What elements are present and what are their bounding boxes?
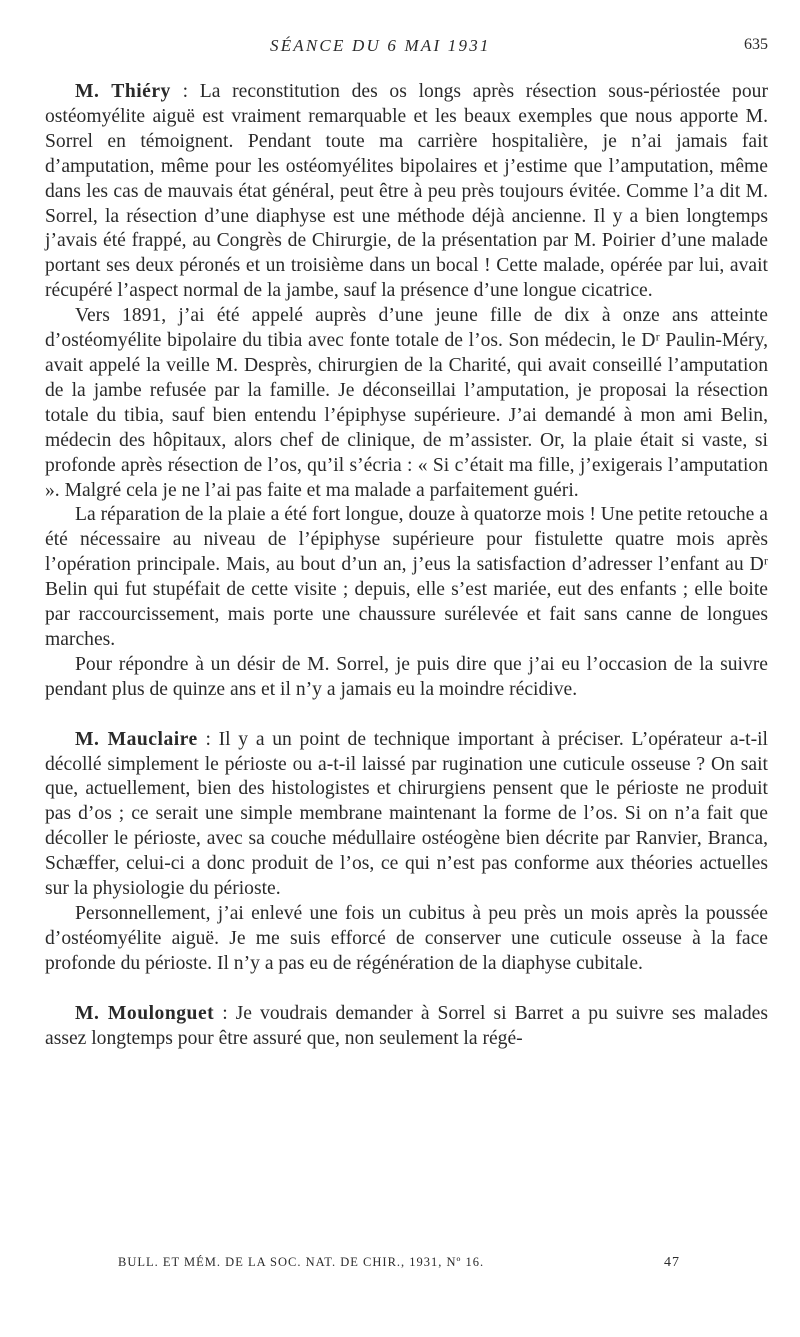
section-gap [45,977,768,1002]
intervention-mauclaire-paragraph-2: Personnellement, j’ai enlevé une fois un cubitus à peu près un mois après la poussée d’ostéomyélite aiguë. Je me suis efforcé de conserver une cuticule osseuse à la face profonde du périoste. Il n’y a pas eu de régénération de la diaphyse cubitale. [45,903,768,974]
intervention-moulonguet-paragraph-1 [45,1002,768,1052]
bulletin-reference: BULL. ET MÉM. DE LA SOC. NAT. DE CHIR., 1931, Nº 16. [118,1255,485,1269]
section-gap [45,703,768,728]
paragraph-text: : La reconstitution des os longs après résection sous-périostée pour ostéomyélite aiguë est vraiment remarquable et les beaux exemples que nous apporte M. Sorrel en témoignent. Pendant toute ma carrière hospitalière, je n’ai jamais fait d’amputation, même pour les ostéomyélites bipolaires et j’estime que l’amputation, même dans les cas de mauvais état général, peut être à peu près toujours évitée. Comme l’a dit M. Sorrel, la résection d’une diaphyse est une méthode déjà ancienne. Il y a bien longtemps j’avais été frappé, au Congrès de Chirurgie, de la présentation par M. Poirier d’une malade portant ses deux péronés et un troisième dans un bocal ! Cette malade, opérée par lui, avait récupéré l’aspect normal de la jambe, sauf la présence d’une longue cicatrice. [45,81,768,302]
speaker-name: M. Moulonguet [75,1002,215,1024]
body-text [45,80,768,1052]
paragraph-text: : Je voudrais demander à Sorrel si Barret a pu suivre ses malades assez longtemps pour être assuré que, non seulement la régé- [45,1002,769,1049]
signature-mark: 47 [664,1255,680,1270]
page-footer [0,1255,800,1275]
intervention-thiery-paragraph-3: La réparation de la plaie a été fort longue, douze à quatorze mois ! Une petite retouche a été nécessaire au niveau de l’épiphyse supérieure pour fistulette quatre mois après l’opération principale. Mais, au bout d’un an, j’eus la satisfaction d’adresser l’enfant au Dʳ Belin qui fut stupéfait de cette visite ; depuis, elle s’est mariée, eut des enfants ; elle boite par raccourcissement, mais porte une chaussure surélevée et fait sans canne de longues marches. [45,504,768,650]
intervention-thiery-paragraph-2: Vers 1891, j’ai été appelé auprès d’une jeune fille de dix à onze ans atteinte d’ostéomyélite bipolaire du tibia avec fonte totale de l’os. Son médecin, le Dʳ Paulin-Méry, avait appelé la veille M. Desprès, chirurgien de la Charité, qui avait conseillé l’amputation de la jambe refusée par la famille. Je déconseillai l’amputation, je proposai la résection totale du tibia, sauf bien entendu l’épiphyse supérieure. J’ai demandé à mon ami Belin, médecin des hôpitaux, alors chef de clinique, de m’assister. Or, la plaie était si vaste, si profonde après résection de l’os, qu’il s’écria : « Si c’était ma fille, j’exigerais l’amputation ». Malgré cela je ne l’ai pas faite et ma malade a parfaitement guéri. [45,305,768,501]
intervention-mauclaire-paragraph-1 [45,728,768,902]
intervention-thiery-paragraph-4: Pour répondre à un désir de M. Sorrel, je puis dire que j’ai eu l’occasion de la suivre pendant plus de quinze ans et il n’y a jamais eu la moindre récidive. [45,653,768,700]
speaker-name: M. Mauclaire [75,728,198,750]
paragraph-text: : Il y a un point de technique important à préciser. L’opérateur a-t-il décollé simplement le périoste ou a-t-il laissé par rugination une cuticule osseuse ? On sait que, actuellement, bien des histologistes et chirurgiens pensent que le périoste ne produit pas d’os ; ce serait une simple membrane maintenant la forme de l’os. Si on n’a fait que décoller le périoste, avec sa couche médullaire ostéogène bien décrite par Ranvier, Branca, Schæffer, celui-ci a donc produit de l’os, ce qui n’est pas conforme aux théories actuelles sur la physiologie du périoste. [45,728,768,900]
running-head-title: SÉANCE DU 6 MAI 1931 [270,36,491,55]
page-number: 635 [744,36,768,53]
speaker-name: M. Thiéry [75,81,171,102]
running-head [0,36,800,60]
intervention-thiery-paragraph-1 [45,80,768,304]
